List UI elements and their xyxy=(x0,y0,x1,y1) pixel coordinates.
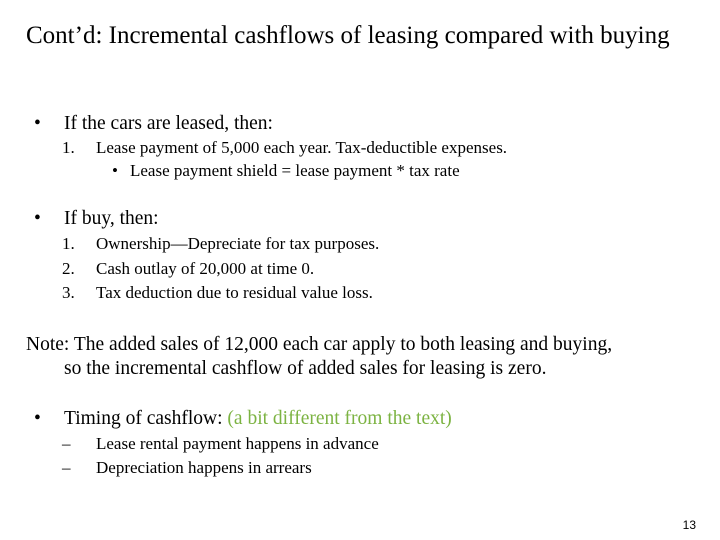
slide-title: Cont’d: Incremental cashflows of leasing compared with buying xyxy=(26,22,670,49)
list-item-text: Tax deduction due to residual value loss. xyxy=(96,283,373,302)
bullet-icon: • xyxy=(34,113,41,134)
list-item-text: Lease rental payment happens in advance xyxy=(96,434,379,453)
timing-heading-line xyxy=(64,407,452,431)
timing-highlight-note: (a bit different from the text) xyxy=(227,408,452,429)
bullet-icon: • xyxy=(34,208,41,229)
timing-heading: Timing of cashflow: xyxy=(64,408,223,429)
list-number: 1. xyxy=(62,234,75,253)
list-number: 3. xyxy=(62,283,75,302)
list-item-text: Cash outlay of 20,000 at time 0. xyxy=(96,259,315,278)
list-item-text: Lease payment of 5,000 each year. Tax-deductible expenses. xyxy=(96,138,508,157)
list-item-text: Lease payment shield = lease payment * tax rate xyxy=(130,161,460,180)
bullet-icon: • xyxy=(112,161,118,180)
page-number: 13 xyxy=(682,518,696,532)
buy-heading: If buy, then: xyxy=(64,208,159,229)
note-line-2: so the incremental cashflow of added sales for leasing is zero. xyxy=(64,358,547,379)
list-item-text: Ownership—Depreciate for tax purposes. xyxy=(96,234,380,253)
lease-heading: If the cars are leased, then: xyxy=(64,113,273,134)
note-line-1: Note: The added sales of 12,000 each car apply to both leasing and buying, xyxy=(26,334,613,355)
list-item-text: Depreciation happens in arrears xyxy=(96,458,312,477)
dash-icon: – xyxy=(62,458,71,477)
note-paragraph xyxy=(26,333,706,381)
list-number: 1. xyxy=(62,138,75,157)
dash-icon: – xyxy=(62,434,71,453)
bullet-icon: • xyxy=(34,408,41,429)
list-number: 2. xyxy=(62,259,75,278)
